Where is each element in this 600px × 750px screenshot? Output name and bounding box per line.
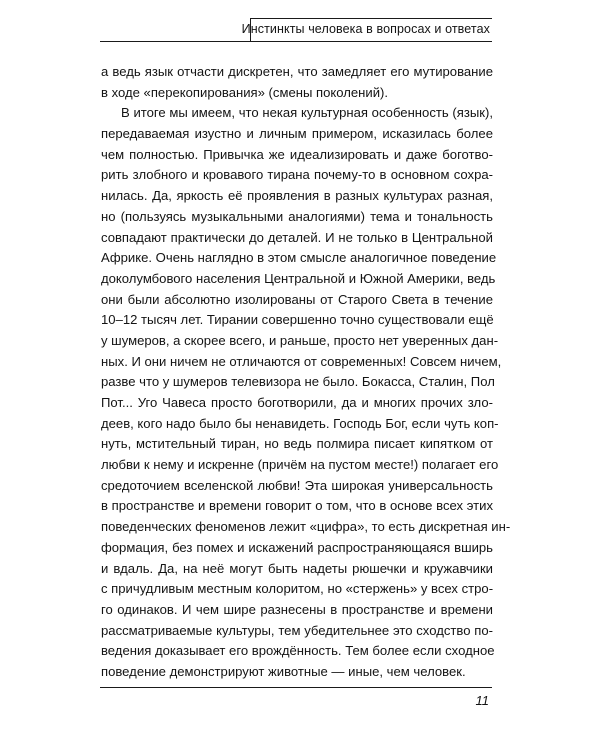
text-line: Пот... Уго Чавеса просто боготворили, да и многих прочих зло- [101, 395, 493, 410]
text-line: чем полностью. Привычка же идеализировать и даже боготво- [101, 146, 493, 162]
running-header [100, 18, 492, 40]
text-line: рить злобного и кровавого тирана почему-то в основном сохра- [101, 167, 493, 183]
text-line: го одинаков. И чем шире разнесены в пространстве и времени [101, 601, 493, 617]
text-line: разве что у шумеров телевизора не было. Бокасса, Сталин, Пол [101, 374, 495, 390]
text-line: поведенческих феноменов лежит «цифра», то есть дискретная ин- [101, 519, 511, 535]
text-line: а ведь язык отчасти дискретен, что замедляет его мутирование [101, 64, 493, 79]
header-rule [100, 41, 492, 42]
footer-rule [100, 687, 492, 688]
text-line: любви к нему и искренне (причём на пустом месте!) полагает его [101, 457, 499, 473]
text-line: поведение демонстрируют животные — иные, чем человек. [101, 663, 466, 679]
text-line: доколумбового населения Центральной и Южной Америки, ведь [101, 270, 496, 286]
page-number: 11 [475, 693, 489, 708]
text-line: с причудливым местным колоритом, но «стержень» у всех стро- [101, 581, 494, 597]
text-line: в пространстве и времени говорит о том, что в основе всех этих [101, 498, 493, 514]
text-line: В итоге мы имеем, что некая культурная особенность (язык), [121, 105, 493, 121]
text-line: Африке. Очень наглядно в этом смысле аналогичное поведение [101, 250, 497, 266]
text-line: рассматриваемые культуры, тем убедительнее это сходство по- [101, 622, 493, 638]
text-line: средоточием вселенской любви! Эта широкая универсальность [101, 477, 493, 493]
text-line: 10–12 тысяч лет. Тирании совершенно точно существовали ещё [101, 312, 494, 328]
text-line: деев, кого надо было бы ненавидеть. Господь Бог, если чуть коп- [101, 415, 499, 431]
text-line: нилась. Да, яркость её проявления в разных культурах разная, [101, 188, 493, 204]
text-line: совпадают практически до деталей. И не только в Центральной [101, 229, 493, 245]
running-header-title: Инстинкты человека в вопросах и ответах [241, 22, 490, 36]
text-line: передаваемая изустно и личным примером, исказилась более [101, 126, 493, 142]
text-line: в ходе «перекопирования» (смены поколений). [101, 84, 389, 100]
text-line: у шумеров, а скорее всего, и раньше, просто нет уверенных дан- [101, 332, 499, 348]
text-line: они были абсолютно изолированы от Старого Света в течение [101, 291, 493, 307]
text-line: ных. И они ничем не отличаются от современных! Совсем ничем, [101, 353, 502, 369]
text-line: и вдаль. Да, на неё могут быть надеты рюшечки и кружавчики [101, 560, 493, 576]
text-line: но (пользуясь музыкальными аналогиями) тема и тональность [101, 208, 493, 224]
header-frame-left [250, 18, 251, 41]
header-frame-top [250, 18, 492, 19]
text-line: формация, без помех и искажений распространяющаяся вширь [101, 539, 493, 555]
page-body-text [101, 62, 511, 683]
text-line: ведения доказывает его врождённость. Тем более если сходное [101, 643, 495, 659]
text-line: нуть, мстительный тиран, но ведь полмира писает кипятком от [101, 436, 493, 452]
